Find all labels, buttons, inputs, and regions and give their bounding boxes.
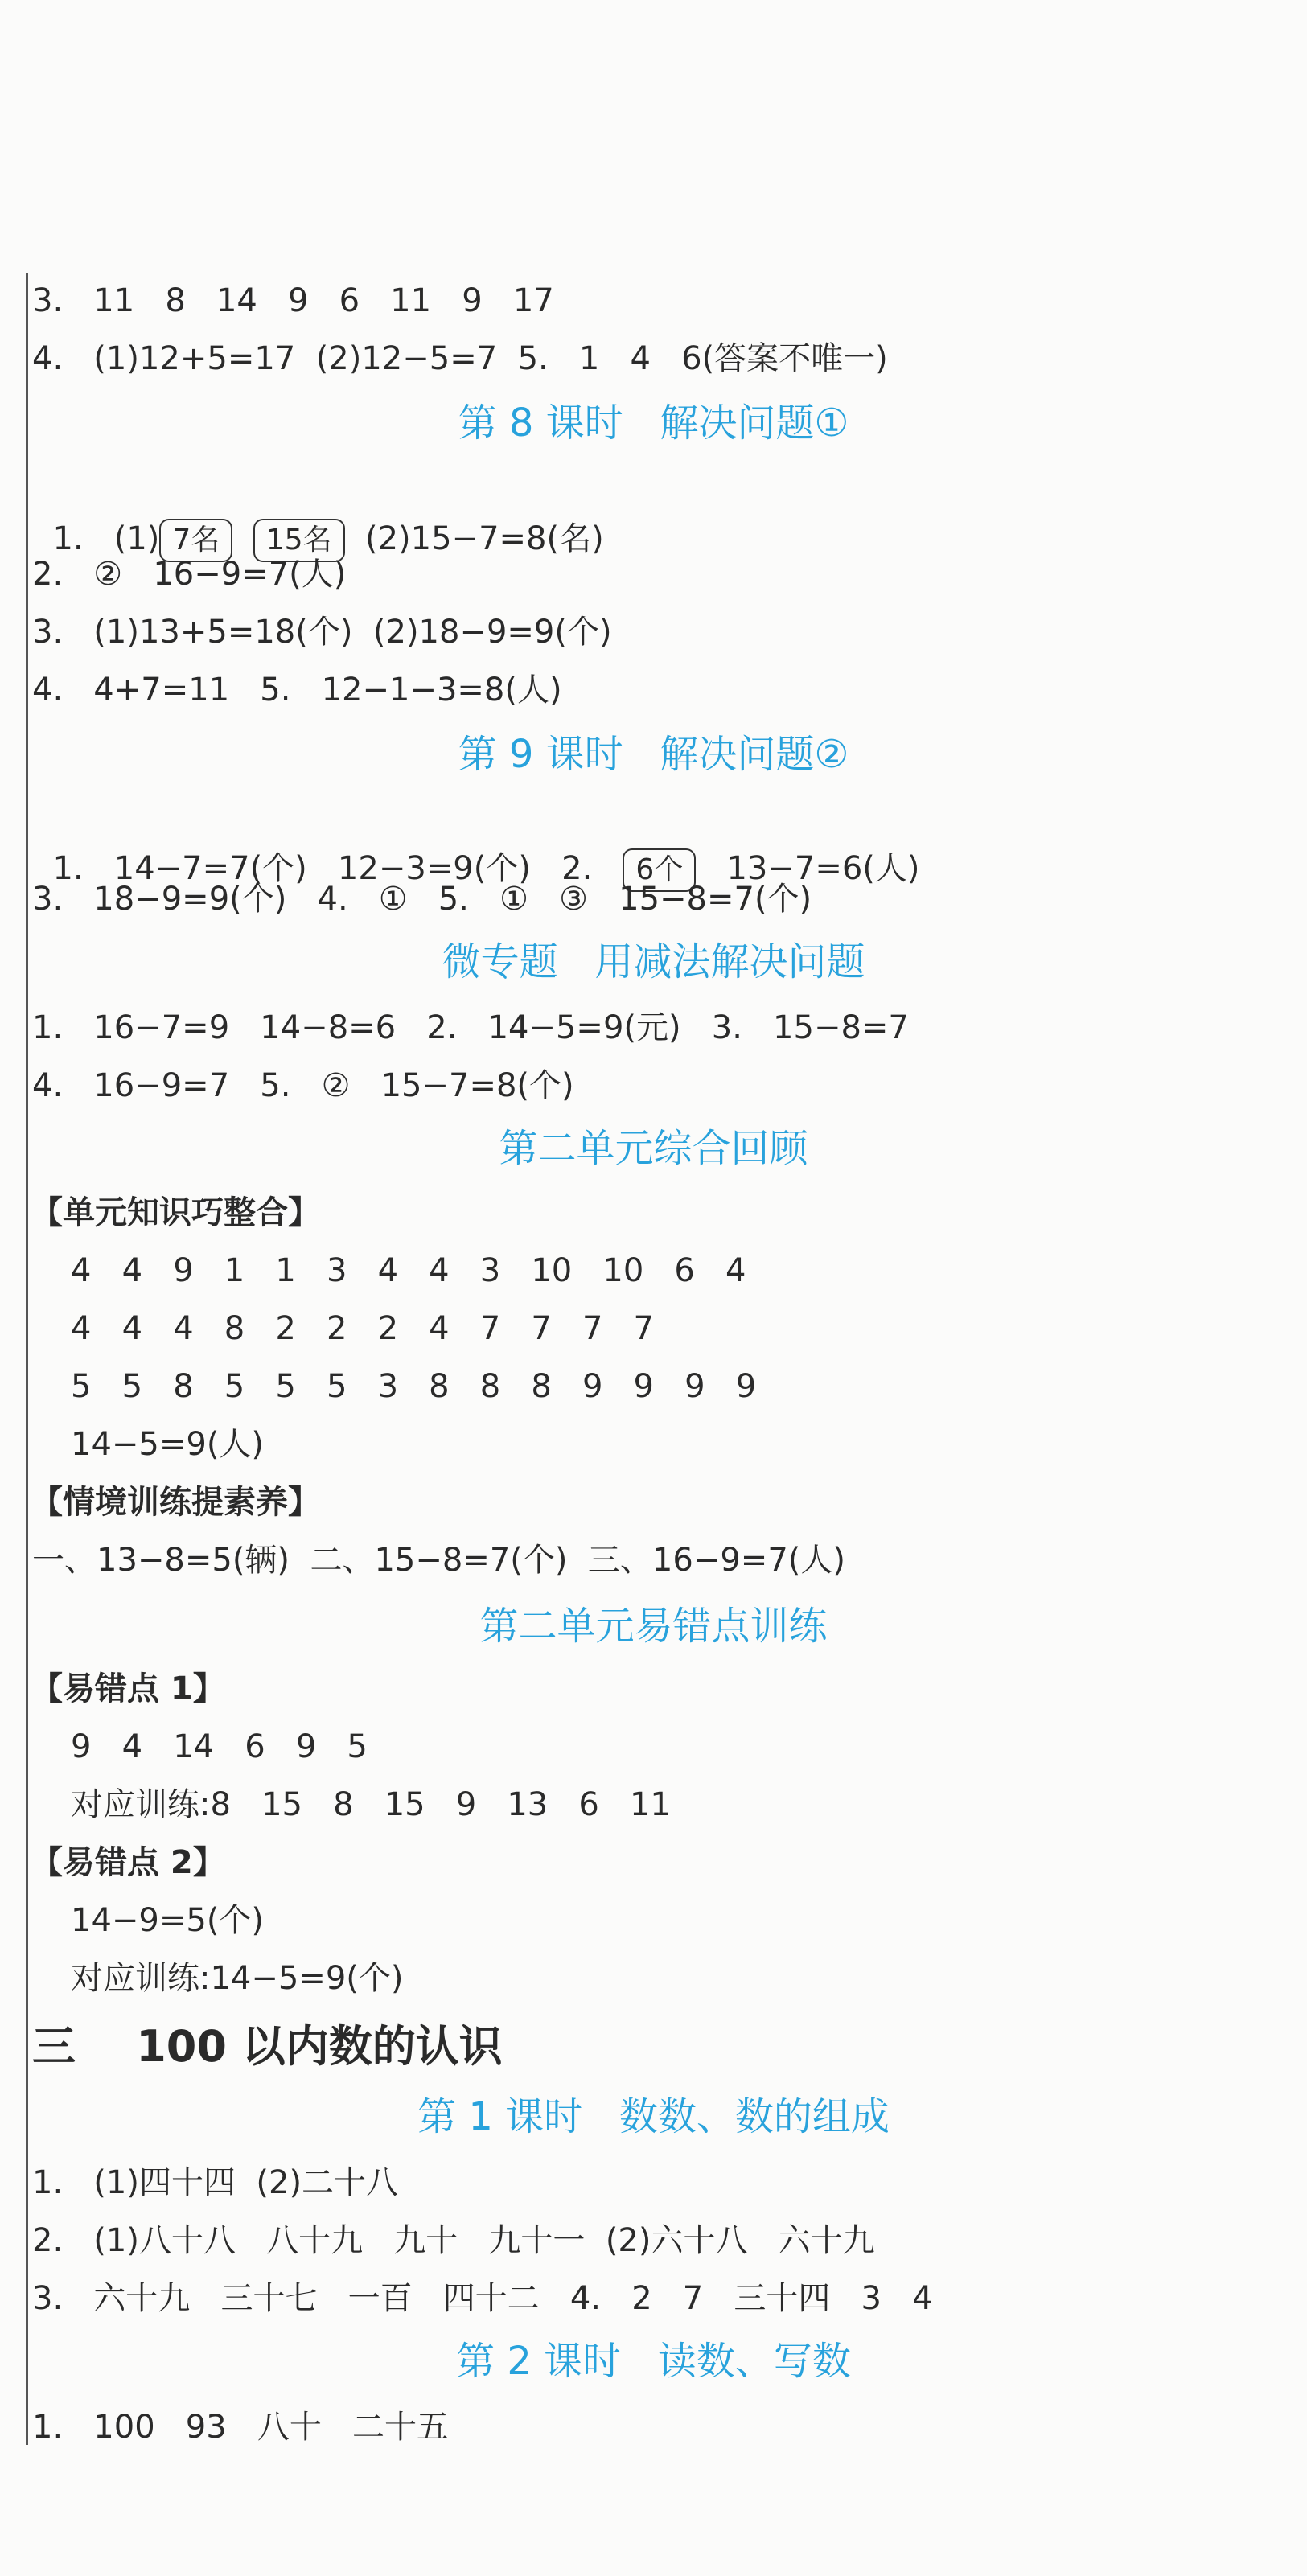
answer-line: 3. 18−9=9(个) 4. ① 5. ① ③ 15−8=7(个) xyxy=(32,881,812,918)
answer-line: 3. 六十九 三十七 一百 四十二 4. 2 7 三十四 3 4 xyxy=(32,2280,933,2317)
answer-line: 3. 11 8 14 9 6 11 9 17 xyxy=(32,282,554,319)
section-title: 微专题 用减法解决问题 xyxy=(442,939,865,984)
section-title: 第二单元综合回顾 xyxy=(499,1126,808,1171)
section-title: 第 8 课时 解决问题① xyxy=(458,401,849,446)
answer-line: 对应训练:8 15 8 15 9 13 6 11 xyxy=(71,1786,671,1823)
answer-box: 6个 xyxy=(623,848,696,892)
answer-line xyxy=(32,471,604,562)
section-title: 第二单元易错点训练 xyxy=(479,1604,828,1649)
answer-line: 一、13−8=5(辆) 二、15−8=7(个) 三、16−9=7(人) xyxy=(32,1542,845,1579)
answer-line: 14−9=5(个) xyxy=(71,1902,265,1939)
answer-line: 4 4 4 8 2 2 2 4 7 7 7 7 xyxy=(71,1310,654,1347)
subsection-tag: 【易错点 1】 xyxy=(31,1670,225,1707)
answer-text: 13−7=6(人) xyxy=(696,850,920,887)
answer-line: 1. 100 93 八十 二十五 xyxy=(32,2409,449,2446)
subsection-tag: 【单元知识巧整合】 xyxy=(31,1194,320,1231)
section-title: 第 2 课时 读数、写数 xyxy=(456,2339,851,2384)
answer-text: 1. (1) xyxy=(52,520,160,557)
answer-line: 2. (1)八十八 八十九 九十 九十一 (2)六十八 六十九 xyxy=(32,2222,875,2259)
unit-heading: 三 100 以内数的认识 xyxy=(32,2021,503,2072)
answer-line: 1. (1)四十四 (2)二十八 xyxy=(32,2164,399,2201)
answer-line: 14−5=9(人) xyxy=(71,1426,265,1463)
subsection-tag: 【易错点 2】 xyxy=(31,1844,225,1881)
answer-line: 对应训练:14−5=9(个) xyxy=(71,1960,404,1997)
answer-line: 3. (1)13+5=18(个) (2)18−9=9(个) xyxy=(32,614,612,651)
answer-line: 1. 16−7=9 14−8=6 2. 14−5=9(元) 3. 15−8=7 xyxy=(32,1009,909,1046)
answer-line: 9 4 14 6 9 5 xyxy=(71,1728,368,1765)
answer-text: 1. 14−7=7(个) 12−3=9(个) 2. xyxy=(52,850,623,887)
subsection-tag: 【情境训练提素养】 xyxy=(31,1484,320,1521)
answer-line: 4. 4+7=11 5. 12−1−3=8(人) xyxy=(32,672,562,709)
section-title: 第 1 课时 数数、数的组成 xyxy=(417,2094,890,2139)
answer-line: 5 5 8 5 5 5 3 8 8 8 9 9 9 9 xyxy=(71,1368,757,1405)
answer-line: 4. (1)12+5=17 (2)12−5=7 5. 1 4 6(答案不唯一) xyxy=(32,340,888,377)
answer-box: 15名 xyxy=(253,519,345,562)
answer-text: (2)15−7=8(名) xyxy=(344,520,604,557)
answer-line: 2. ② 16−9=7(人) xyxy=(32,556,347,593)
answer-line: 4. 16−9=7 5. ② 15−7=8(个) xyxy=(32,1067,574,1104)
answer-line: 4 4 9 1 1 3 4 4 3 10 10 6 4 xyxy=(71,1252,746,1289)
answer-box: 7名 xyxy=(159,519,232,562)
section-title: 第 9 课时 解决问题② xyxy=(458,732,849,777)
